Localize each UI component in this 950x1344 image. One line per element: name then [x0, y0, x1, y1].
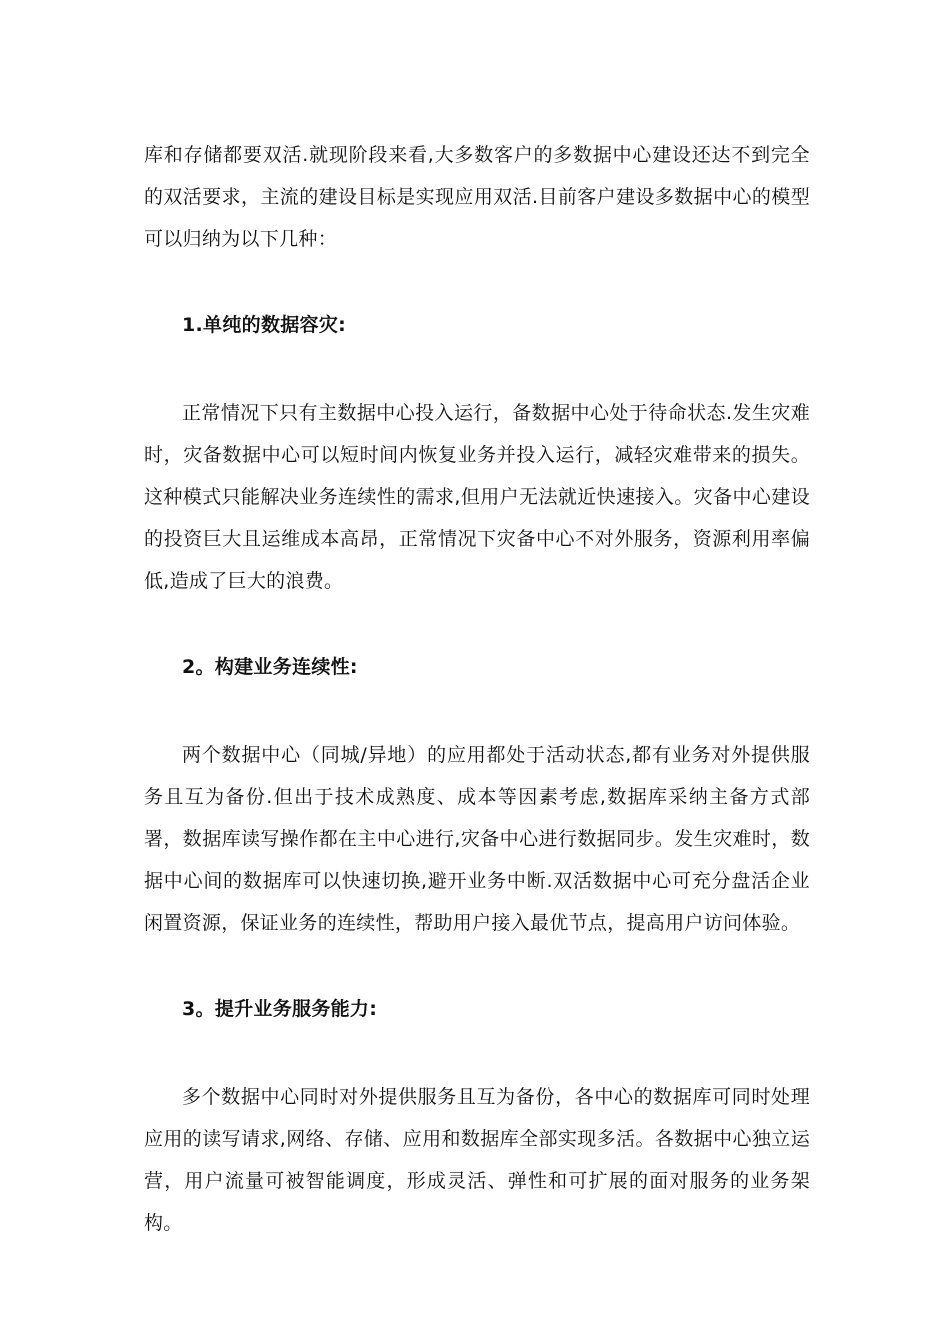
section-heading-3: 3。提升业务服务能力:: [182, 998, 378, 1020]
spacer: [144, 602, 810, 646]
spacer: [144, 688, 810, 734]
section-body-1: 正常情况下只有主数据中心投入运行，备数据中心处于待命状态.发生灾难时，灾备数据中心可以短时间内恢复业务并投入运行，减轻灾难带来的损失。这种模式只能解决业务连续性的需求,但用户无法就近快速接入。灾备中心建设的投资巨大且运维成本高昂，正常情况下灾备中心不对外服务，资源利用率偏低,造成了巨大的浪费。: [144, 402, 810, 592]
section-body-2: 两个数据中心（同城/异地）的应用都处于活动状态,都有业务对外提供服务且互为备份.但出于技术成熟度、成本等因素考虑,数据库采纳主备方式部署，数据库读写操作都在主中心进行,灾备中心进行数据同步。发生灾难时，数据中心间的数据库可以快速切换,避开业务中断.双活数据中心可充分盘活企业闲置资源，保证业务的连续性，帮助用户接入最优节点，提高用户访问体验。: [144, 744, 810, 934]
spacer: [144, 260, 810, 304]
section-body-3: 多个数据中心同时对外提供服务且互为备份，各中心的数据库可同时处理应用的读写请求,网络、存储、应用和数据库全部实现多活。各数据中心独立运营，用户流量可被智能调度，形成灵活、弹性和可扩展的面对服务的业务架构。: [144, 1086, 810, 1234]
section-heading-1: 1.单纯的数据容灾:: [182, 314, 347, 336]
spacer: [144, 346, 810, 392]
document-body: [144, 134, 810, 1244]
spacer: [144, 944, 810, 988]
spacer: [144, 1030, 810, 1076]
section-heading-2: 2。构建业务连续性:: [182, 656, 358, 678]
intro-paragraph: 库和存储都要双活.就现阶段来看,大多数客户的多数据中心建设还达不到完全的双活要求，主流的建设目标是实现应用双活.目前客户建设多数据中心的模型可以归纳为以下几种：: [144, 144, 810, 250]
